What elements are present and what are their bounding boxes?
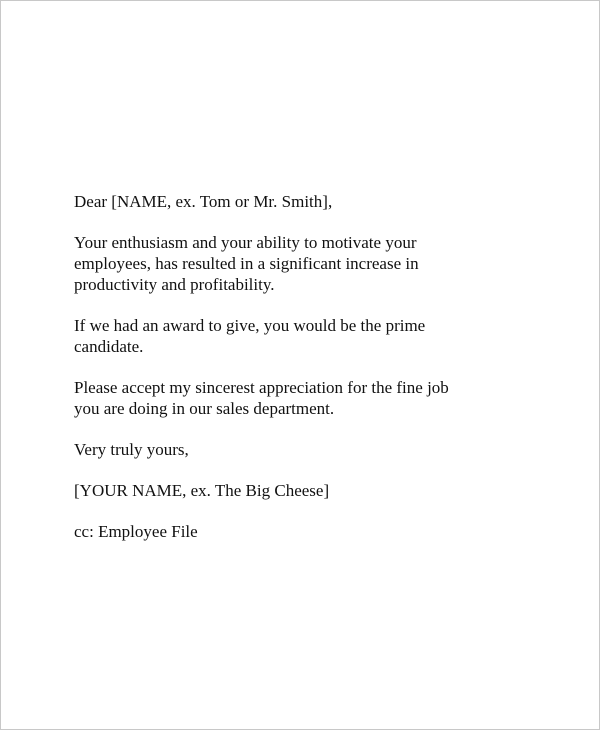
cc-line [74, 521, 494, 542]
signature-text: [YOUR NAME, ex. The Big Cheese] [74, 481, 330, 500]
paragraph-line: productivity and profitability. [74, 275, 275, 294]
paragraph-line: Your enthusiasm and your ability to motivate your [74, 233, 417, 252]
paragraph-line: employees, has resulted in a significant increase in [74, 254, 419, 273]
closing-text: Very truly yours, [74, 440, 189, 459]
closing [74, 439, 494, 460]
paragraph-enthusiasm [74, 232, 494, 295]
signature [74, 480, 494, 501]
salutation [74, 191, 494, 212]
letter-body [74, 191, 494, 562]
cc-text: cc: Employee File [74, 522, 198, 541]
paragraph-appreciation [74, 377, 494, 419]
paragraph-line: If we had an award to give, you would be the prime [74, 316, 426, 335]
paragraph-line: Please accept my sincerest appreciation for the fine job [74, 378, 449, 397]
paragraph-line: candidate. [74, 337, 144, 356]
paragraph-line: you are doing in our sales department. [74, 399, 335, 418]
paragraph-award [74, 315, 494, 357]
salutation-text: Dear [NAME, ex. Tom or Mr. Smith], [74, 192, 333, 211]
